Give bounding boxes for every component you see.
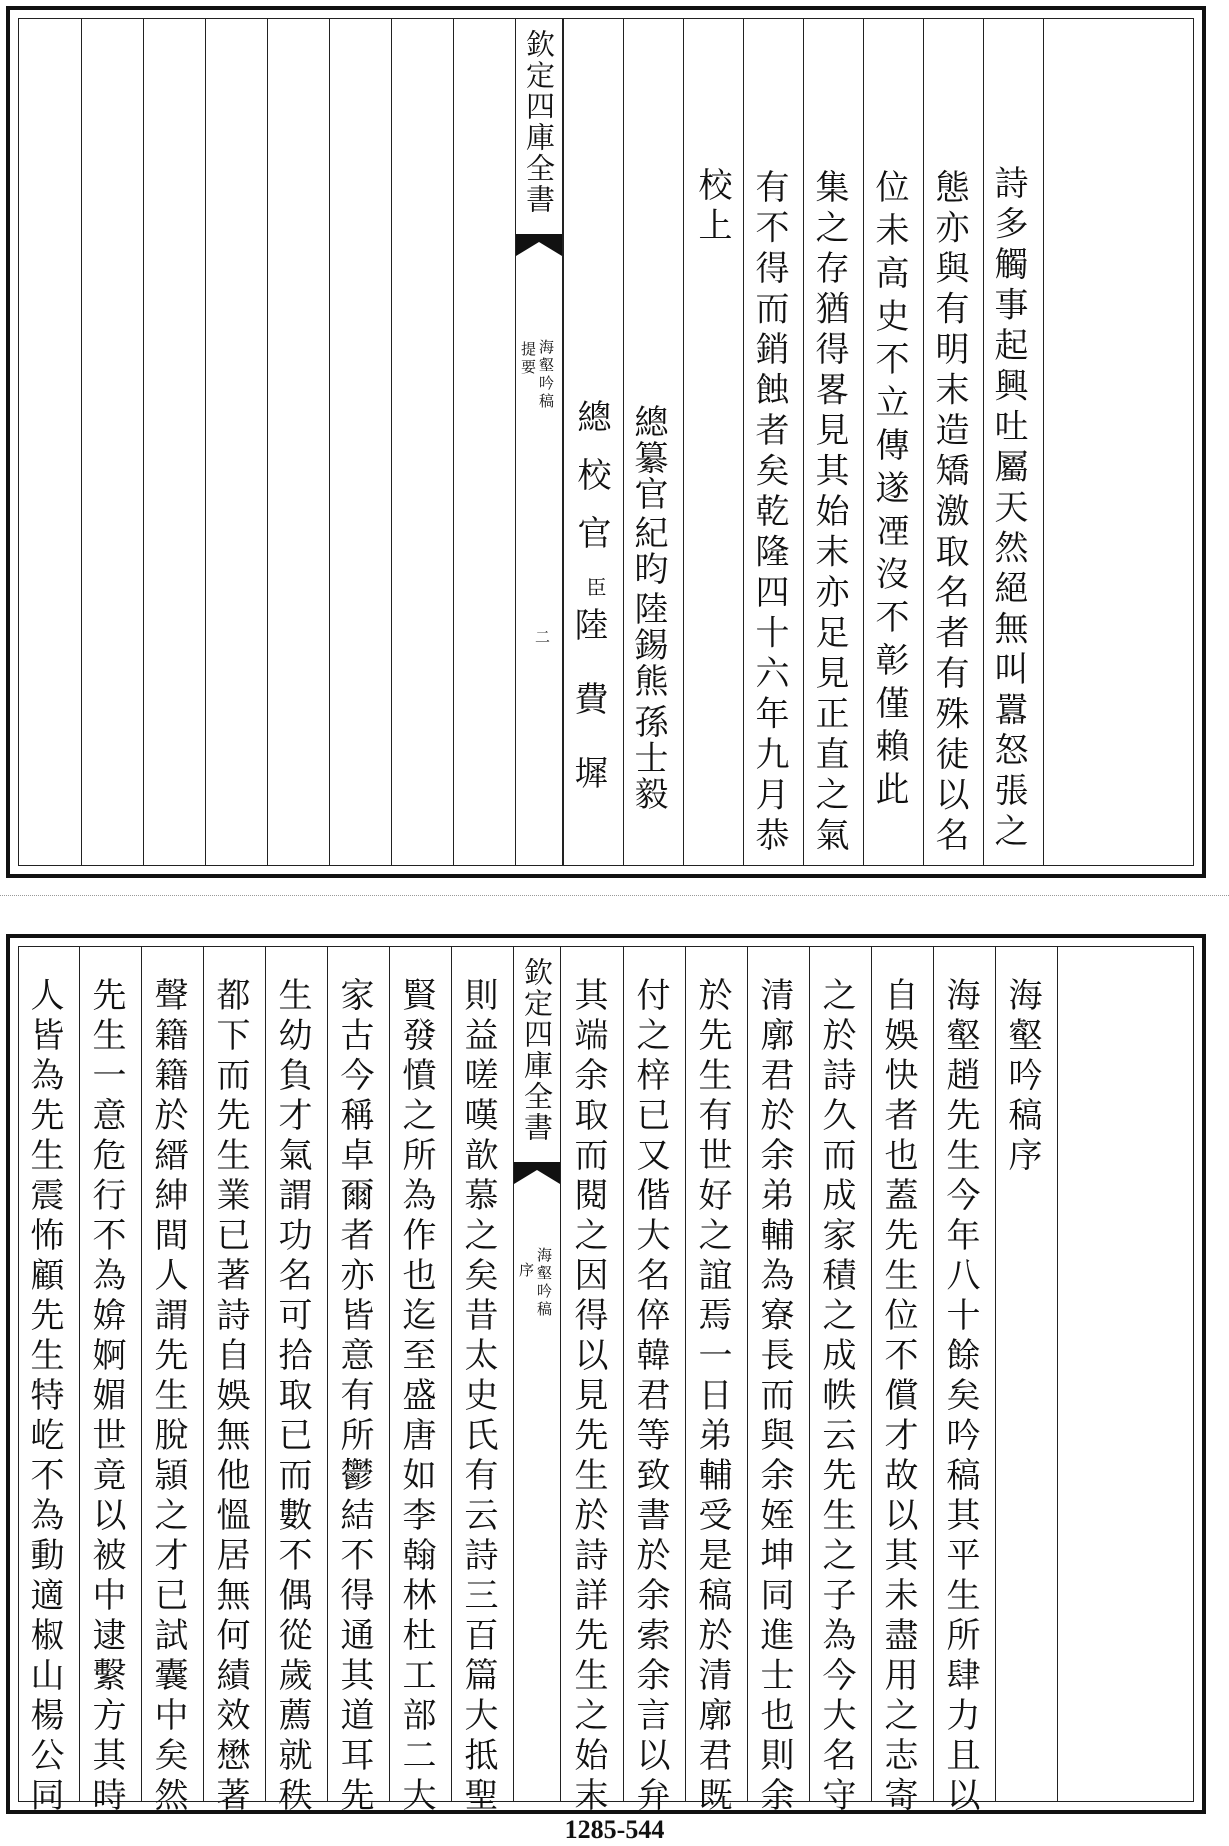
text-column: 先生一意危行不為媕婀媚世竟以被中逮繫方其時 xyxy=(86,977,126,1817)
text-column: 賢發憤之所為作也迄至盛唐如李翰林杜工部二大 xyxy=(396,977,436,1817)
ruled-column-line xyxy=(451,947,452,1801)
ruled-column-line xyxy=(871,947,872,1801)
credit-chief-collator: 總校官 xyxy=(571,399,611,573)
gutter-book-title: 海壑吟稿 xyxy=(537,339,555,411)
ruled-column-line xyxy=(81,19,82,865)
ruled-column-line xyxy=(863,19,864,865)
gutter-page-number: 二 xyxy=(533,629,551,647)
ruled-column-line xyxy=(683,19,684,865)
ruled-column-line xyxy=(743,19,744,865)
ruled-column-line xyxy=(747,947,748,1801)
text-column: 聲籍籍於縉紳間人謂先生脫頴之才已試囊中矣然 xyxy=(148,977,188,1817)
ruled-column-line xyxy=(803,19,804,865)
text-column: 清廓君於余弟輔為寮長而與余姪坤同進士也則余 xyxy=(754,977,794,1817)
text-column: 位未高史不立傳遂凐沒不彰僅賴此 xyxy=(869,169,909,814)
center-gutter xyxy=(515,19,563,865)
gutter-section: 序 xyxy=(517,1262,535,1280)
text-column: 人皆為先生震怖顧先生特屹不為動適椒山楊公同 xyxy=(24,977,64,1817)
ruled-column-line xyxy=(685,947,686,1801)
credit-editor-2: 陸錫熊 xyxy=(628,591,668,699)
text-column: 態亦與有明末造矯激取名者有殊徒以名 xyxy=(929,169,969,858)
gutter-header: 欽定四庫全書 xyxy=(520,957,554,1143)
text-column: 詩多觸事起興吐屬天然絕無叫囂怒張之 xyxy=(988,165,1028,854)
ruled-column-line xyxy=(79,947,80,1801)
ruled-column-line xyxy=(809,947,810,1801)
fishtail-mark xyxy=(516,234,562,256)
ruled-column-line xyxy=(983,19,984,865)
text-column: 家古今稱卓爾者亦皆意有所鬱結不得通其道耳先 xyxy=(334,977,374,1817)
ruled-column-line xyxy=(1057,947,1058,1801)
ruled-column-line xyxy=(205,19,206,865)
credit-chief-collator-marker: 臣 xyxy=(583,577,607,603)
bottom-page-frame xyxy=(6,934,1206,1817)
bottom-page-inner-border xyxy=(18,946,1194,1817)
ruled-column-line xyxy=(933,947,934,1801)
credit-editor-3: 孫士毅 xyxy=(628,704,668,812)
ruled-column-line xyxy=(267,19,268,865)
ruled-column-line xyxy=(265,947,266,1801)
text-column: 付之梓已又偕大名倅韓君等致書於余索余言以弁 xyxy=(630,977,670,1817)
text-column: 則益嗟嘆歆慕之矣昔太史氏有云詩三百篇大抵聖 xyxy=(458,977,498,1817)
ruled-column-line xyxy=(203,947,204,1801)
text-column: 都下而先生業已著詩自娛無他慍居無何績效懋著 xyxy=(210,977,250,1817)
ruled-column-line xyxy=(391,19,392,865)
center-gutter xyxy=(513,947,561,1801)
text-column: 海壑趙先生今年八十餘矣吟稿其平生所肆力且以 xyxy=(940,977,980,1817)
ruled-column-line xyxy=(143,19,144,865)
ruled-column-line xyxy=(623,947,624,1801)
text-column: 自娛快者也蓋先生位不償才故以其未盡用之志寄 xyxy=(878,977,918,1817)
ruled-column-line xyxy=(923,19,924,865)
ruled-column-line xyxy=(995,947,996,1801)
page-divider xyxy=(0,895,1229,896)
credit-chief-collator-name: 陸費墀 xyxy=(568,607,608,829)
ruled-column-line xyxy=(453,19,454,865)
ruled-column-line xyxy=(327,947,328,1801)
gutter-section: 提要 xyxy=(519,341,537,377)
top-page-inner-border xyxy=(18,18,1194,866)
credit-chief-editors-title: 總纂官 xyxy=(628,404,668,512)
ruled-column-line xyxy=(329,19,330,865)
fishtail-mark xyxy=(514,1162,560,1184)
ruled-column-line xyxy=(1043,19,1044,865)
ruled-column-line xyxy=(623,19,624,865)
gutter-book-title: 海壑吟稿 xyxy=(535,1247,553,1319)
text-column: 其端余取而閱之因得以見先生於詩詳先生之始末 xyxy=(568,977,608,1817)
text-column: 之於詩久而成家積之成帙云先生之子為今大名守 xyxy=(816,977,856,1817)
ruled-column-line xyxy=(563,19,564,865)
text-column: 於先生有世好之誼焉一日弟輔受是稿於清廓君既 xyxy=(692,977,732,1817)
preface-title: 海壑吟稿序 xyxy=(1002,977,1042,1177)
text-column: 校上 xyxy=(692,167,732,247)
text-column: 生幼負才氣謂功名可拾取已而數不偶從歲薦就秩 xyxy=(272,977,312,1817)
top-page-frame xyxy=(6,6,1206,878)
credit-editor-1: 紀昀 xyxy=(628,515,668,587)
text-column: 有不得而銷蝕者矣乾隆四十六年九月恭 xyxy=(749,169,789,858)
gutter-header: 欽定四庫全書 xyxy=(522,29,556,215)
text-column: 集之存猶得畧見其始末亦足見正直之氣 xyxy=(809,169,849,858)
ruled-column-line xyxy=(389,947,390,1801)
ruled-column-line xyxy=(141,947,142,1801)
page-footer-number: 1285-544 xyxy=(564,1815,665,1844)
